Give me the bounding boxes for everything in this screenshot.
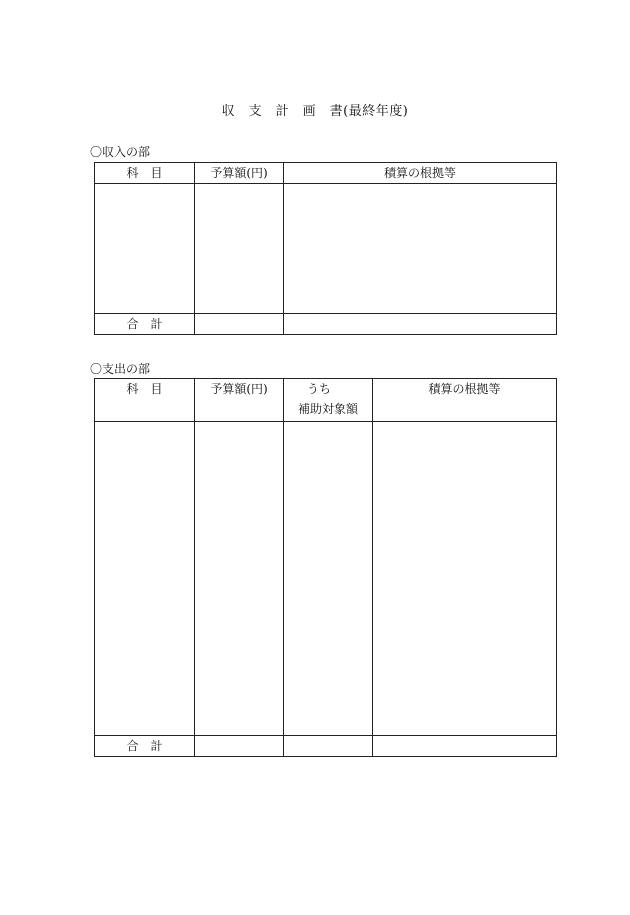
income-table bbox=[94, 162, 557, 335]
title-suffix: (最終年度) bbox=[343, 104, 409, 119]
income-header-subject: 科 目 bbox=[95, 163, 195, 184]
income-header-row bbox=[95, 163, 557, 184]
expense-header-budget: 予算額(円) bbox=[195, 379, 284, 422]
expense-header-row bbox=[95, 379, 557, 422]
income-budget-cell[interactable] bbox=[195, 184, 284, 314]
income-header-budget: 予算額(円) bbox=[195, 163, 284, 184]
expense-subsidy-cell[interactable] bbox=[284, 422, 373, 736]
income-total-budget-cell[interactable] bbox=[195, 314, 284, 335]
expense-header-subsidy-line1: うち bbox=[306, 382, 331, 396]
expense-table bbox=[94, 378, 557, 757]
expense-budget-cell[interactable] bbox=[195, 422, 284, 736]
expense-basis-cell[interactable] bbox=[373, 422, 557, 736]
income-total-row bbox=[95, 314, 557, 335]
income-total-label: 合 計 bbox=[95, 314, 195, 335]
expense-header-subsidy-line2: 補助対象額 bbox=[297, 402, 358, 416]
expense-total-basis-cell[interactable] bbox=[373, 736, 557, 757]
title-main: 収 支 計 画 書 bbox=[221, 104, 344, 119]
expense-body-row bbox=[95, 422, 557, 736]
document-title bbox=[0, 100, 630, 119]
expense-total-row bbox=[95, 736, 557, 757]
income-section-label: 〇収入の部 bbox=[90, 145, 151, 159]
income-basis-cell[interactable] bbox=[284, 184, 557, 314]
income-total-basis-cell[interactable] bbox=[284, 314, 557, 335]
expense-subject-cell[interactable] bbox=[95, 422, 195, 736]
expense-total-subsidy-cell[interactable] bbox=[284, 736, 373, 757]
expense-section-label: 〇支出の部 bbox=[90, 362, 151, 376]
expense-header-subject: 科 目 bbox=[95, 379, 195, 422]
income-header-basis: 積算の根拠等 bbox=[284, 163, 557, 184]
expense-header-basis: 積算の根拠等 bbox=[373, 379, 557, 422]
income-subject-cell[interactable] bbox=[95, 184, 195, 314]
expense-header-subsidy bbox=[284, 379, 373, 422]
expense-total-budget-cell[interactable] bbox=[195, 736, 284, 757]
expense-total-label: 合 計 bbox=[95, 736, 195, 757]
income-body-row bbox=[95, 184, 557, 314]
